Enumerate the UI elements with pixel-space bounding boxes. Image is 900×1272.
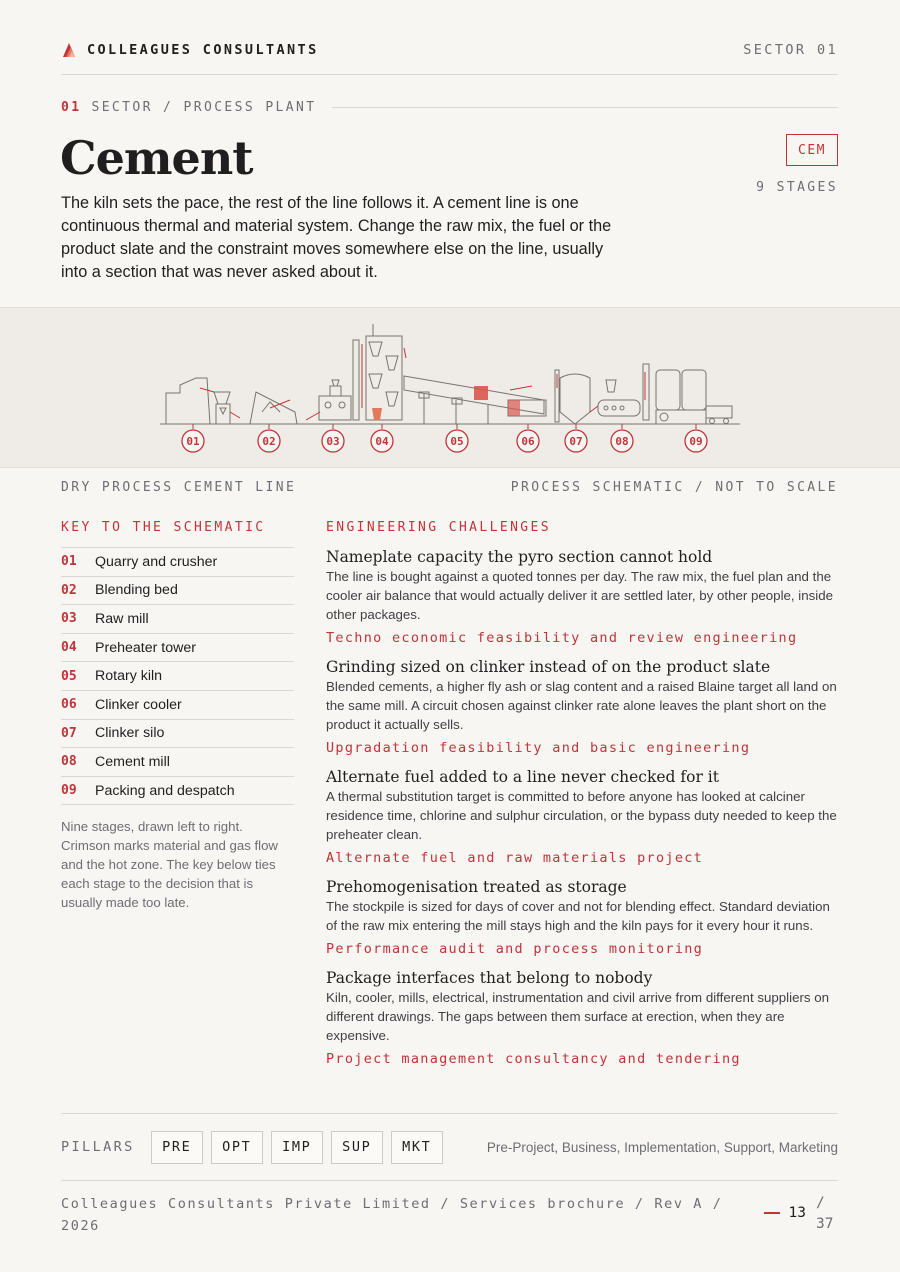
- service-link[interactable]: Project management consultancy and tendering: [326, 1051, 741, 1067]
- pillar-chip[interactable]: PRE: [151, 1131, 203, 1164]
- key-number: 06: [61, 697, 77, 713]
- stage-marker: [517, 424, 539, 452]
- key-heading: KEY TO THE SCHEMATIC: [61, 520, 266, 535]
- key-item: [61, 662, 294, 691]
- challenge-body: The stockpile is sized for days of cover and not for blending effect. Standard deviation of the raw mix entering the mill stays high and the kiln pays for it every hour it runs.: [326, 899, 830, 933]
- pillar-chip[interactable]: SUP: [331, 1131, 383, 1164]
- stage-marker-label: 09: [689, 435, 703, 448]
- kicker-number: 01: [61, 100, 82, 115]
- service-link[interactable]: Alternate fuel and raw materials project: [326, 850, 704, 866]
- intro-paragraph: The kiln sets the pace, the rest of the line follows it. A cement line is one continuous thermal and material system. Change the raw mix, the fuel or the product slate and the constraint moves somewhere else on the line, usually into a section that was never asked about it.: [61, 194, 612, 281]
- challenge-title: Package interfaces that belong to nobody: [326, 969, 653, 987]
- challenges-heading: ENGINEERING CHALLENGES: [326, 520, 551, 535]
- key-number: 01: [61, 554, 77, 570]
- stage-marker-label: 06: [521, 435, 535, 448]
- current-page: 13: [788, 1205, 806, 1221]
- stage-marker: [685, 424, 707, 452]
- kicker-rule: [332, 107, 838, 108]
- stage-marker: [446, 424, 468, 452]
- top-bar: [61, 42, 838, 75]
- pillars-description: Pre-Project, Business, Implementation, Support, Marketing: [486, 1139, 838, 1155]
- key-label: Clinker cooler: [95, 696, 182, 713]
- caption-left: DRY PROCESS CEMENT LINE: [61, 480, 297, 495]
- stage-marker-label: 04: [375, 435, 389, 448]
- schematic-band: [0, 307, 900, 468]
- key-label: Clinker silo: [95, 725, 165, 742]
- schematic-key: [61, 520, 294, 912]
- challenge-item: [326, 767, 841, 870]
- stage-marker: [258, 424, 280, 452]
- stage-marker-label: 01: [186, 435, 200, 448]
- key-item: [61, 548, 294, 577]
- key-label: Packing and despatch: [95, 782, 235, 799]
- brand-name: COLLEAGUES CONSULTANTS: [87, 42, 319, 58]
- pillar-chip[interactable]: OPT: [211, 1131, 263, 1164]
- stage-marker: [611, 424, 633, 452]
- key-number: 04: [61, 640, 77, 656]
- footer-info: Colleagues Consultants Private Limited / Services brochure / Rev A / 2026: [61, 1196, 723, 1234]
- key-number: 02: [61, 582, 77, 598]
- key-note: Nine stages, drawn left to right. Crimson marks material and gas flow and the hot zone. The key below ties each stage to the decision that is usually made too late.: [61, 819, 278, 911]
- stage-marker-label: 05: [450, 435, 464, 448]
- challenge-item: [326, 547, 841, 650]
- total-pages: / 37: [816, 1195, 834, 1232]
- process-schematic: [0, 308, 900, 469]
- key-label: Quarry and crusher: [95, 553, 218, 570]
- pillar-codes: [151, 1131, 451, 1164]
- challenge-item: [326, 657, 841, 760]
- sector-code-badge: CEM: [786, 134, 838, 166]
- page-title: Cement: [60, 131, 253, 185]
- stage-marker: [565, 424, 587, 452]
- key-item: [61, 634, 294, 663]
- key-label: Rotary kiln: [95, 668, 163, 685]
- key-number: 05: [61, 668, 77, 684]
- key-number: 08: [61, 754, 77, 770]
- challenge-title: Nameplate capacity the pyro section cannot hold: [326, 548, 713, 566]
- key-number: 09: [61, 783, 77, 799]
- footer: [61, 1193, 838, 1237]
- key-label: Raw mill: [95, 610, 149, 627]
- service-link[interactable]: Techno economic feasibility and review engineering: [326, 630, 798, 646]
- stage-marker: [371, 424, 393, 452]
- stage-marker: [182, 424, 204, 452]
- stage-count: 9 STAGES: [756, 180, 838, 195]
- key-item: [61, 720, 294, 749]
- challenges-list: [326, 547, 841, 1071]
- challenge-body: Blended cements, a higher fly ash or slag content and a raised Blaine target all land on the same mill. A circuit chosen against clinker rate alone leaves the plant short on the product it actually sells.: [326, 679, 837, 732]
- key-item: [61, 577, 294, 606]
- stage-marker: [322, 424, 344, 452]
- key-label: Cement mill: [95, 753, 170, 770]
- caption-right: PROCESS SCHEMATIC / NOT TO SCALE: [510, 480, 838, 495]
- page-dash: [764, 1212, 780, 1214]
- pillars-label: PILLARS: [61, 1139, 135, 1155]
- challenge-title: Grinding sized on clinker instead of on the product slate: [326, 658, 771, 676]
- stage-marker-label: 08: [615, 435, 629, 448]
- key-label: Blending bed: [95, 582, 178, 599]
- key-label: Preheater tower: [95, 639, 196, 656]
- pillar-chip[interactable]: MKT: [391, 1131, 443, 1164]
- flame-logo-icon: [61, 42, 77, 58]
- service-link[interactable]: Upgradation feasibility and basic engineering: [326, 740, 751, 756]
- challenge-title: Prehomogenisation treated as storage: [326, 878, 627, 896]
- key-number: 07: [61, 725, 77, 741]
- section-kicker: [61, 100, 838, 115]
- key-item: [61, 691, 294, 720]
- challenge-item: [326, 877, 841, 961]
- stage-marker-label: 02: [262, 435, 276, 448]
- key-item: [61, 605, 294, 634]
- challenge-body: The line is bought against a quoted tonnes per day. The raw mix, the fuel plan and the cooler air balance that would actually deliver it are settled later, by other people, inside other packages.: [326, 569, 834, 622]
- challenge-body: A thermal substitution target is committed to before anyone has looked at calciner residence time, chlorine and sulphur circulation, or the bypass duty needed to keep the preheater clean.: [326, 789, 837, 842]
- pillar-chip[interactable]: IMP: [271, 1131, 323, 1164]
- challenge-item: [326, 968, 841, 1071]
- brand: [61, 42, 319, 58]
- kicker-label: SECTOR / PROCESS PLANT: [91, 100, 317, 115]
- challenge-body: Kiln, cooler, mills, electrical, instrumentation and civil arrive from different suppliers on different drawings. The gaps between them surface at erection, when they are expensive.: [326, 990, 830, 1043]
- challenge-title: Alternate fuel added to a line never checked for it: [326, 768, 719, 786]
- sector-label: SECTOR 01: [743, 42, 838, 58]
- schematic-caption: [61, 480, 838, 495]
- key-item: [61, 777, 294, 806]
- key-item: [61, 748, 294, 777]
- stage-marker-label: 07: [569, 435, 583, 448]
- service-link[interactable]: Performance audit and process monitoring: [326, 941, 704, 957]
- key-list: [61, 547, 294, 805]
- engineering-challenges: [326, 520, 841, 1071]
- stage-marker-label: 03: [326, 435, 340, 448]
- key-number: 03: [61, 611, 77, 627]
- pillars-bar: [61, 1113, 838, 1181]
- page-indicator: [764, 1193, 838, 1235]
